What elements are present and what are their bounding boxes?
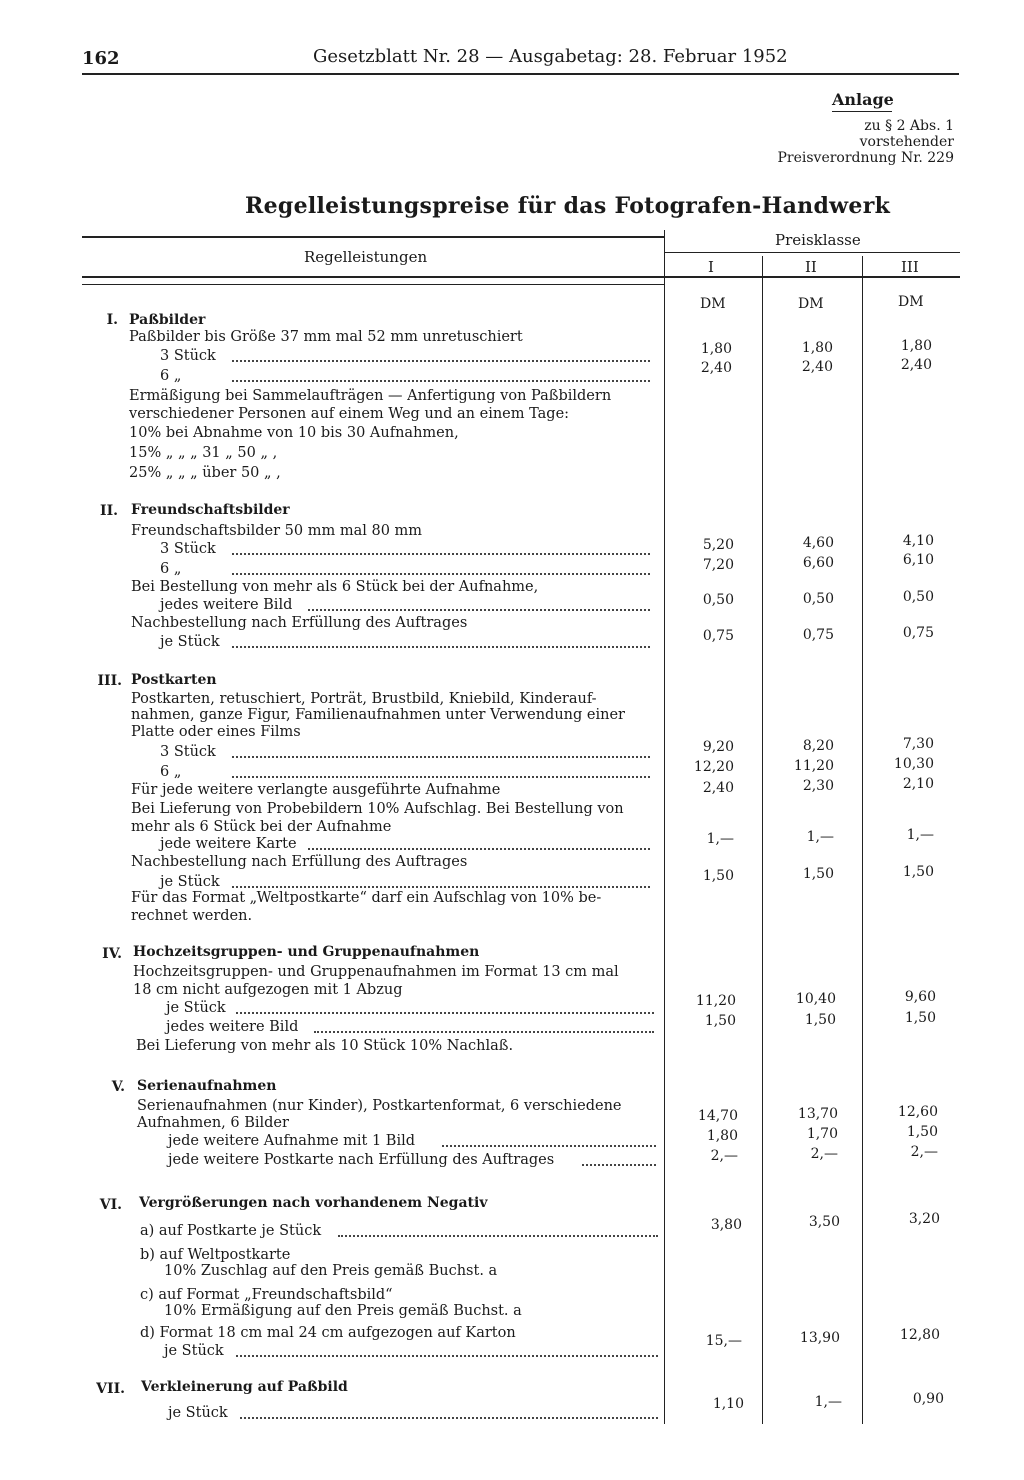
item-text: mehr als 6 Stück bei der Aufnahme bbox=[131, 819, 392, 835]
unit-dm-2: DM bbox=[798, 296, 824, 312]
price-cell: 2,40 bbox=[801, 359, 833, 375]
price-cell: 1,80 bbox=[900, 338, 932, 354]
dot-leader bbox=[338, 1235, 658, 1237]
price-cell: 3,20 bbox=[908, 1211, 940, 1227]
price-cell: 11,20 bbox=[793, 758, 834, 774]
price-cell: 2,40 bbox=[700, 360, 732, 376]
price-cell: 11,20 bbox=[695, 993, 736, 1009]
item-text: 10% Ermäßigung auf den Preis gemäß Buchst. a bbox=[164, 1303, 522, 1319]
price-cell: 0,50 bbox=[702, 592, 734, 608]
section-number: III. bbox=[97, 673, 122, 689]
section-number: VI. bbox=[99, 1197, 122, 1213]
section-number: V. bbox=[111, 1079, 125, 1095]
price-cell: 1,80 bbox=[700, 341, 732, 357]
section-title: Vergrößerungen nach vorhandenem Negativ bbox=[139, 1195, 488, 1211]
price-cell: 0,75 bbox=[702, 628, 734, 644]
item-text: jedes weitere Bild bbox=[166, 1019, 299, 1035]
anlage-underline bbox=[832, 111, 892, 112]
section-number: IV. bbox=[102, 946, 122, 962]
anlage-line-3: Preisverordnung Nr. 229 bbox=[777, 150, 954, 166]
item-text: 3 Stück bbox=[160, 744, 216, 760]
price-cell: 4,60 bbox=[802, 535, 834, 551]
dot-leader bbox=[236, 1012, 654, 1014]
section-number: I. bbox=[106, 312, 118, 328]
section-title: Postkarten bbox=[131, 672, 217, 688]
item-text: je Stück bbox=[160, 634, 220, 650]
price-cell: 9,20 bbox=[702, 739, 734, 755]
item-text: 3 Stück bbox=[160, 541, 216, 557]
price-cell: 1,50 bbox=[902, 864, 934, 880]
price-cell: 1,10 bbox=[712, 1396, 744, 1412]
price-cell: 0,50 bbox=[802, 591, 834, 607]
page-number: 162 bbox=[82, 48, 120, 69]
section-number: VII. bbox=[96, 1381, 125, 1397]
price-cell: 1,— bbox=[706, 831, 734, 847]
price-cell: 4,10 bbox=[902, 533, 934, 549]
price-cell: 0,90 bbox=[912, 1391, 944, 1407]
price-cell: 10,40 bbox=[795, 991, 836, 1007]
item-text: Serienaufnahmen (nur Kinder), Postkartenformat, 6 verschiedene bbox=[137, 1098, 622, 1114]
dot-leader bbox=[232, 756, 650, 758]
price-cell: 1,50 bbox=[906, 1124, 938, 1140]
anlage-title: Anlage bbox=[832, 90, 894, 109]
item-text: c) auf Format „Freundschaftsbild“ bbox=[140, 1287, 393, 1303]
col-header-regelleistungen: Regelleistungen bbox=[304, 248, 428, 266]
price-cell: 1,— bbox=[906, 827, 934, 843]
section-title: Freundschaftsbilder bbox=[131, 502, 290, 518]
price-cell: 10,30 bbox=[893, 756, 934, 772]
item-text: jedes weitere Bild bbox=[160, 597, 293, 613]
item-text: Bei Lieferung von mehr als 10 Stück 10% Nachlaß. bbox=[136, 1038, 514, 1054]
col-header-preisklasse: Preisklasse bbox=[775, 231, 861, 249]
item-text: d) Format 18 cm mal 24 cm aufgezogen auf Karton bbox=[140, 1325, 516, 1341]
header-rule bbox=[82, 73, 959, 75]
item-text: Freundschaftsbilder 50 mm mal 80 mm bbox=[131, 523, 423, 539]
price-cell: 1,80 bbox=[706, 1128, 738, 1144]
dot-leader bbox=[232, 573, 650, 575]
section-title: Paßbilder bbox=[129, 312, 206, 328]
item-text: Nachbestellung nach Erfüllung des Auftrages bbox=[131, 615, 468, 631]
dot-leader bbox=[240, 1417, 658, 1419]
unit-dm-3: DM bbox=[898, 294, 924, 310]
price-cell: 14,70 bbox=[697, 1108, 738, 1124]
price-cell: 1,— bbox=[806, 829, 834, 845]
item-text: rechnet werden. bbox=[131, 908, 253, 924]
item-text: Bei Bestellung von mehr als 6 Stück bei der Aufnahme, bbox=[131, 579, 539, 595]
dot-leader bbox=[232, 360, 650, 362]
price-cell: 1,50 bbox=[704, 1013, 736, 1029]
price-cell: 6,10 bbox=[902, 552, 934, 568]
price-cell: 1,70 bbox=[806, 1126, 838, 1142]
item-text: je Stück bbox=[164, 1343, 224, 1359]
price-cell: 7,20 bbox=[702, 557, 734, 573]
item-text: Hochzeitsgruppen- und Gruppenaufnahmen im Format 13 cm mal bbox=[133, 964, 619, 980]
item-text: Ermäßigung bei Sammelaufträgen — Anfertigung von Paßbildern bbox=[129, 388, 612, 404]
column-divider-2 bbox=[862, 256, 863, 1424]
column-divider-main bbox=[664, 230, 665, 1424]
item-text: jede weitere Karte bbox=[160, 836, 297, 852]
price-cell: 5,20 bbox=[702, 537, 734, 553]
dot-leader bbox=[232, 776, 650, 778]
item-text: a) auf Postkarte je Stück bbox=[140, 1223, 322, 1239]
col-header-class-2: II bbox=[805, 258, 817, 276]
price-cell: 12,80 bbox=[899, 1327, 940, 1343]
item-text: 6 „ bbox=[160, 561, 182, 577]
price-cell: 13,90 bbox=[799, 1330, 840, 1346]
price-cell: 1,50 bbox=[904, 1010, 936, 1026]
section-title: Hochzeitsgruppen- und Gruppenaufnahmen bbox=[133, 944, 480, 960]
price-cell: 2,30 bbox=[802, 778, 834, 794]
section-title: Serienaufnahmen bbox=[137, 1078, 277, 1094]
item-text: je Stück bbox=[160, 874, 220, 890]
col-header-class-3: III bbox=[901, 258, 919, 276]
section-number: II. bbox=[100, 503, 118, 519]
price-cell: 9,60 bbox=[904, 989, 936, 1005]
item-text: b) auf Weltpostkarte bbox=[140, 1247, 291, 1263]
table-head-rule-2 bbox=[82, 284, 664, 285]
item-text: Für jede weitere verlangte ausgeführte Aufnahme bbox=[131, 782, 501, 798]
item-text: 18 cm nicht aufgezogen mit 1 Abzug bbox=[133, 982, 403, 998]
item-text: jede weitere Aufnahme mit 1 Bild bbox=[168, 1133, 416, 1149]
price-cell: 12,20 bbox=[693, 759, 734, 775]
dot-leader bbox=[442, 1145, 656, 1147]
dot-leader bbox=[314, 1031, 654, 1033]
item-text: 10% bei Abnahme von 10 bis 30 Aufnahmen, bbox=[129, 425, 459, 441]
col-header-class-1: I bbox=[708, 258, 714, 276]
price-cell: 3,50 bbox=[808, 1214, 840, 1230]
item-text: nahmen, ganze Figur, Familienaufnahmen unter Verwendung einer bbox=[131, 707, 625, 723]
anlage-line-1: zu § 2 Abs. 1 bbox=[864, 118, 954, 134]
dot-leader bbox=[232, 646, 650, 648]
item-text: 6 „ bbox=[160, 368, 182, 384]
column-divider-1 bbox=[762, 256, 763, 1424]
price-cell: 1,50 bbox=[804, 1012, 836, 1028]
price-cell: 15,— bbox=[705, 1333, 742, 1349]
preisklasse-rule bbox=[665, 252, 960, 253]
price-cell: 13,70 bbox=[797, 1106, 838, 1122]
table-top-rule bbox=[82, 236, 664, 238]
price-cell: 1,— bbox=[814, 1394, 842, 1410]
price-cell: 0,75 bbox=[902, 625, 934, 641]
price-cell: 0,50 bbox=[902, 589, 934, 605]
price-cell: 2,40 bbox=[702, 780, 734, 796]
unit-dm-1: DM bbox=[700, 296, 726, 312]
item-text: jede weitere Postkarte nach Erfüllung des Auftrages bbox=[168, 1152, 555, 1168]
anlage-line-2: vorstehender bbox=[859, 134, 954, 150]
item-text: je Stück bbox=[166, 1000, 226, 1016]
dot-leader bbox=[232, 380, 650, 382]
price-cell: 2,— bbox=[810, 1146, 838, 1162]
dot-leader bbox=[232, 553, 650, 555]
price-cell: 2,40 bbox=[900, 357, 932, 373]
price-cell: 0,75 bbox=[802, 627, 834, 643]
price-cell: 2,— bbox=[710, 1148, 738, 1164]
item-text: Postkarten, retuschiert, Porträt, Brustbild, Kniebild, Kinderauf- bbox=[131, 691, 597, 707]
price-cell: 8,20 bbox=[802, 738, 834, 754]
item-text: 15% „ „ „ 31 „ 50 „ , bbox=[129, 445, 278, 461]
table-head-rule bbox=[82, 276, 960, 278]
dot-leader bbox=[308, 609, 650, 611]
item-text: 10% Zuschlag auf den Preis gemäß Buchst. a bbox=[164, 1263, 498, 1279]
item-text: 3 Stück bbox=[160, 348, 216, 364]
price-cell: 1,80 bbox=[801, 340, 833, 356]
item-text: 25% „ „ „ über 50 „ , bbox=[129, 465, 281, 481]
item-text: 6 „ bbox=[160, 764, 182, 780]
dot-leader bbox=[236, 1355, 658, 1357]
section-title: Verkleinerung auf Paßbild bbox=[141, 1379, 348, 1395]
price-cell: 2,10 bbox=[902, 776, 934, 792]
item-text: Nachbestellung nach Erfüllung des Auftrages bbox=[131, 854, 468, 870]
price-cell: 1,50 bbox=[802, 866, 834, 882]
item-text: je Stück bbox=[168, 1405, 228, 1421]
price-cell: 7,30 bbox=[902, 736, 934, 752]
item-text: Platte oder eines Films bbox=[131, 724, 301, 740]
price-cell: 2,— bbox=[910, 1144, 938, 1160]
item-text: Paßbilder bis Größe 37 mm mal 52 mm unretuschiert bbox=[129, 329, 523, 345]
price-cell: 12,60 bbox=[897, 1104, 938, 1120]
price-cell: 1,50 bbox=[702, 868, 734, 884]
document-title: Regelleistungspreise für das Fotografen-Handwerk bbox=[245, 193, 891, 219]
running-header: Gesetzblatt Nr. 28 — Ausgabetag: 28. Februar 1952 bbox=[313, 46, 788, 67]
price-cell: 6,60 bbox=[802, 555, 834, 571]
item-text: Bei Lieferung von Probebildern 10% Aufschlag. Bei Bestellung von bbox=[131, 801, 624, 817]
dot-leader bbox=[308, 848, 650, 850]
dot-leader bbox=[582, 1164, 656, 1166]
item-text: verschiedener Personen auf einem Weg und an einem Tage: bbox=[129, 406, 570, 422]
item-text: Für das Format „Weltpostkarte“ darf ein Aufschlag von 10% be- bbox=[131, 890, 602, 906]
item-text: Aufnahmen, 6 Bilder bbox=[137, 1115, 289, 1131]
price-cell: 3,80 bbox=[710, 1217, 742, 1233]
